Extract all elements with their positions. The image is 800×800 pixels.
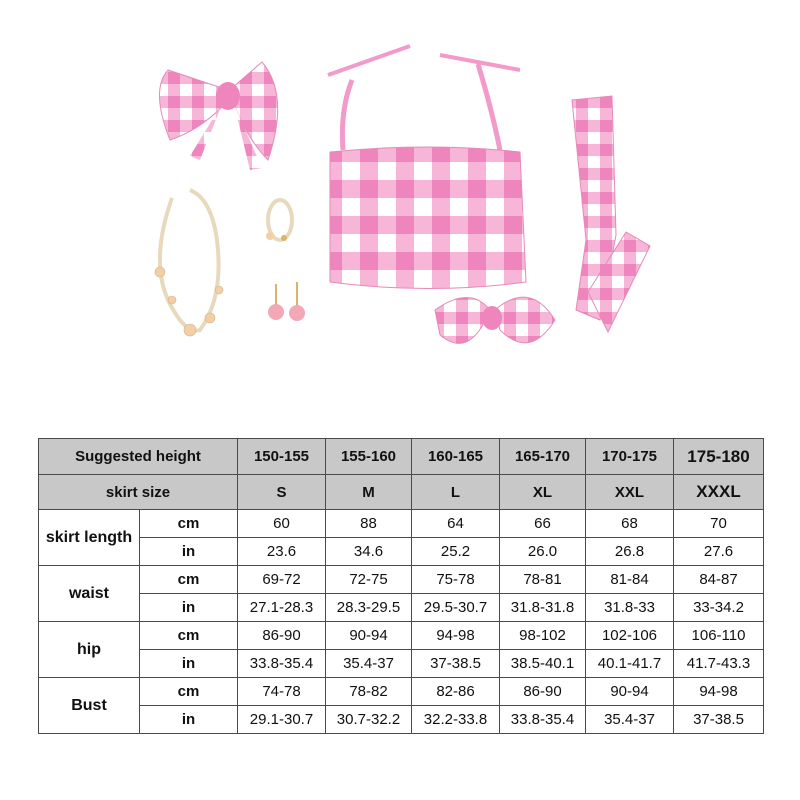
table-cell: 35.4-37 [326, 650, 412, 678]
row-group-label: hip [39, 622, 140, 678]
table-cell: 35.4-37 [586, 706, 674, 734]
table-row [39, 594, 764, 622]
hair-bow [159, 62, 277, 170]
table-cell: 40.1-41.7 [586, 650, 674, 678]
gingham-crop-top [328, 46, 555, 343]
table-cell: 37-38.5 [674, 706, 764, 734]
table-row [39, 706, 764, 734]
suggested-height-label: Suggested height [39, 439, 238, 475]
height-cell: 165-170 [500, 439, 586, 475]
table-row [39, 566, 764, 594]
size-chart-table [38, 438, 764, 734]
table-cell: 69-72 [238, 566, 326, 594]
table-row [39, 678, 764, 706]
table-cell: 38.5-40.1 [500, 650, 586, 678]
table-cell: 33.8-35.4 [238, 650, 326, 678]
size-cell: XXXL [674, 475, 764, 510]
table-cell: 28.3-29.5 [326, 594, 412, 622]
unit-label: in [140, 594, 238, 622]
table-cell: 60 [238, 510, 326, 538]
table-cell: 66 [500, 510, 586, 538]
table-cell: 27.6 [674, 538, 764, 566]
header-row [39, 439, 764, 475]
table-cell: 78-81 [500, 566, 586, 594]
table-cell: 64 [412, 510, 500, 538]
table-cell: 37-38.5 [412, 650, 500, 678]
table-cell: 81-84 [586, 566, 674, 594]
skirt-size-label: skirt size [39, 475, 238, 510]
table-cell: 29.5-30.7 [412, 594, 500, 622]
row-group-label: Bust [39, 678, 140, 734]
row-group-label: skirt length [39, 510, 140, 566]
table-cell: 90-94 [326, 622, 412, 650]
table-cell: 72-75 [326, 566, 412, 594]
size-cell: XL [500, 475, 586, 510]
table-cell: 29.1-30.7 [238, 706, 326, 734]
size-cell: L [412, 475, 500, 510]
table-cell: 106-110 [674, 622, 764, 650]
table-cell: 31.8-31.8 [500, 594, 586, 622]
height-cell: 155-160 [326, 439, 412, 475]
table-row [39, 538, 764, 566]
table-cell: 86-90 [500, 678, 586, 706]
table-cell: 26.8 [586, 538, 674, 566]
table-cell: 70 [674, 510, 764, 538]
size-row [39, 475, 764, 510]
unit-label: in [140, 706, 238, 734]
table-cell: 86-90 [238, 622, 326, 650]
shell-earrings [268, 282, 305, 321]
unit-label: cm [140, 566, 238, 594]
gingham-belt [572, 96, 650, 332]
pearl-necklace [155, 190, 223, 336]
table-cell: 30.7-32.2 [326, 706, 412, 734]
table-cell: 41.7-43.3 [674, 650, 764, 678]
table-cell: 90-94 [586, 678, 674, 706]
table-cell: 27.1-28.3 [238, 594, 326, 622]
table-cell: 26.0 [500, 538, 586, 566]
table-cell: 25.2 [412, 538, 500, 566]
table-cell: 88 [326, 510, 412, 538]
unit-label: cm [140, 510, 238, 538]
unit-label: in [140, 650, 238, 678]
table-cell: 23.6 [238, 538, 326, 566]
table-cell: 84-87 [674, 566, 764, 594]
table-row [39, 650, 764, 678]
table-cell: 94-98 [674, 678, 764, 706]
table-cell: 82-86 [412, 678, 500, 706]
table-row [39, 622, 764, 650]
table-cell: 78-82 [326, 678, 412, 706]
table-cell: 33-34.2 [674, 594, 764, 622]
unit-label: cm [140, 622, 238, 650]
table-cell: 102-106 [586, 622, 674, 650]
unit-label: cm [140, 678, 238, 706]
height-cell: 170-175 [586, 439, 674, 475]
row-group-label: waist [39, 566, 140, 622]
height-cell: 175-180 [674, 439, 764, 475]
table-cell: 94-98 [412, 622, 500, 650]
table-cell: 98-102 [500, 622, 586, 650]
height-cell: 150-155 [238, 439, 326, 475]
table-cell: 31.8-33 [586, 594, 674, 622]
table-row [39, 510, 764, 538]
table-cell: 74-78 [238, 678, 326, 706]
table-cell: 33.8-35.4 [500, 706, 586, 734]
table-cell: 34.6 [326, 538, 412, 566]
height-cell: 160-165 [412, 439, 500, 475]
table-cell: 32.2-33.8 [412, 706, 500, 734]
table-cell: 68 [586, 510, 674, 538]
unit-label: in [140, 538, 238, 566]
pearl-bracelet [266, 200, 292, 241]
table-cell: 75-78 [412, 566, 500, 594]
size-cell: M [326, 475, 412, 510]
size-cell: XXL [586, 475, 674, 510]
size-cell: S [238, 475, 326, 510]
